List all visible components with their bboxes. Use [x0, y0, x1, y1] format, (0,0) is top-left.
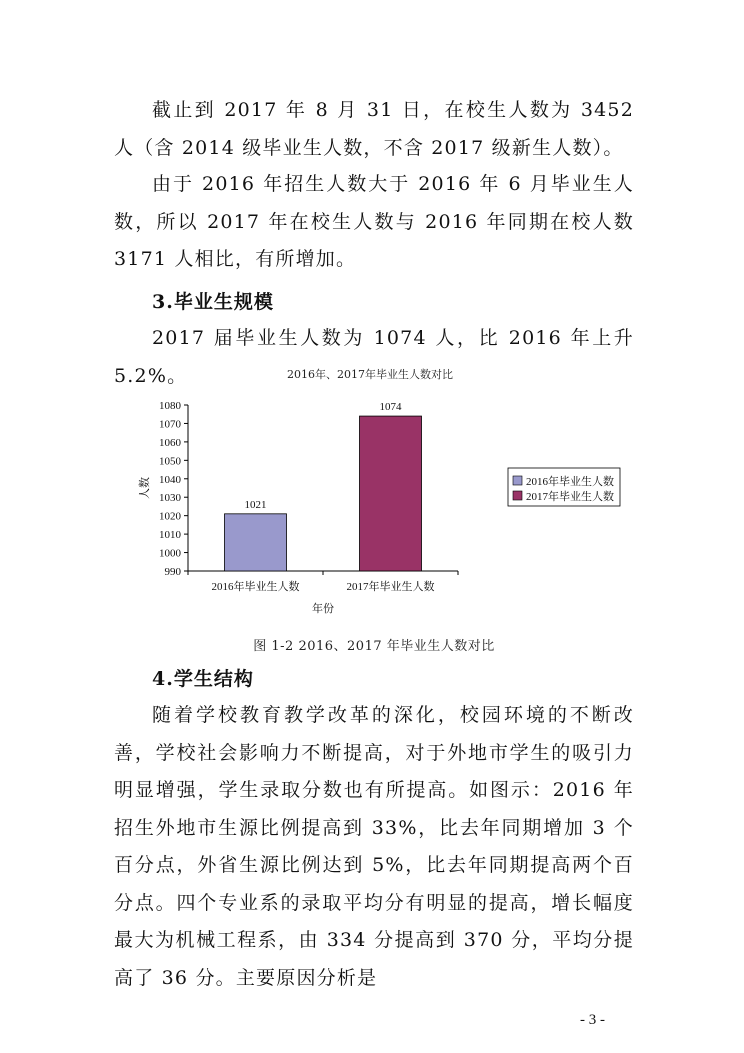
- paragraph-enrollment: 截止到 2017 年 8 月 31 日，在校生人数为 3452 人（含 2014 级毕业生人数，不含 2017 级新生人数）。: [114, 99, 634, 159]
- y-tick-label: 1030: [159, 492, 181, 505]
- y-tick-label: 1000: [159, 547, 181, 560]
- graduates-bar-chart: [130, 388, 630, 618]
- page-number: - 3 -: [580, 1012, 605, 1028]
- paragraph-graduates: 2017 届毕业生人数为 1074 人，比 2016 年上升 5.2%。: [114, 327, 634, 387]
- bar-2: [360, 416, 422, 571]
- y-tick-label: 1070: [159, 418, 181, 431]
- legend-swatch-2: [513, 491, 522, 500]
- y-tick-label: 1020: [159, 510, 181, 523]
- heading-student-structure: 4.学生结构: [152, 668, 254, 690]
- y-tick-label: 1060: [159, 436, 181, 449]
- y-tick-label: 990: [164, 566, 181, 578]
- legend-label: 2017年毕业生人数: [526, 491, 614, 503]
- data-label: 1021: [244, 498, 267, 511]
- y-tick-label: 1050: [159, 455, 181, 468]
- paragraph-enrollment-comparison: 由于 2016 年招生人数大于 2016 年 6 月毕业生人数，所以 2017 年在校生人数与 2016 年同期在校人数 3171 人相比，有所增加。: [114, 173, 634, 270]
- x-tick-label: 2016年毕业生人数: [211, 581, 300, 593]
- y-tick-label: 1080: [159, 400, 181, 412]
- chart-title: 2016年、2017年毕业生人数对比: [287, 368, 453, 381]
- y-tick-label: 1040: [159, 473, 181, 486]
- data-label: 1074: [379, 401, 402, 414]
- y-axis-label: 人数: [139, 477, 151, 499]
- x-tick-label: 2017年毕业生人数: [346, 581, 435, 593]
- x-axis-label: 年份: [312, 603, 334, 615]
- y-tick-label: 1010: [159, 529, 181, 542]
- legend-label: 2016年毕业生人数: [526, 476, 614, 488]
- heading-graduate-scale: 3.毕业生规模: [152, 291, 274, 313]
- figure-caption: 图 1-2 2016、2017 年毕业生人数对比: [253, 639, 495, 654]
- bar-1: [225, 514, 287, 571]
- legend-swatch-1: [513, 476, 522, 485]
- paragraph-student-structure: 随着学校教育教学改革的深化，校园环境的不断改善，学校社会影响力不断提高，对于外地市学生的吸引力明显增强，学生录取分数也有所提高。如图示：2016 年招生外地市生源比例提高到 33%，比去年同期增加 3 个百分点，外省生源比例达到 5%，比去年同期提高两个百分点。四个专业系的录取平均分有明显的提高，增长幅度最大为机械工程系，由 334 分提高到 370 分，平均分提高了 36 分。主要原因分析是: [114, 704, 634, 989]
